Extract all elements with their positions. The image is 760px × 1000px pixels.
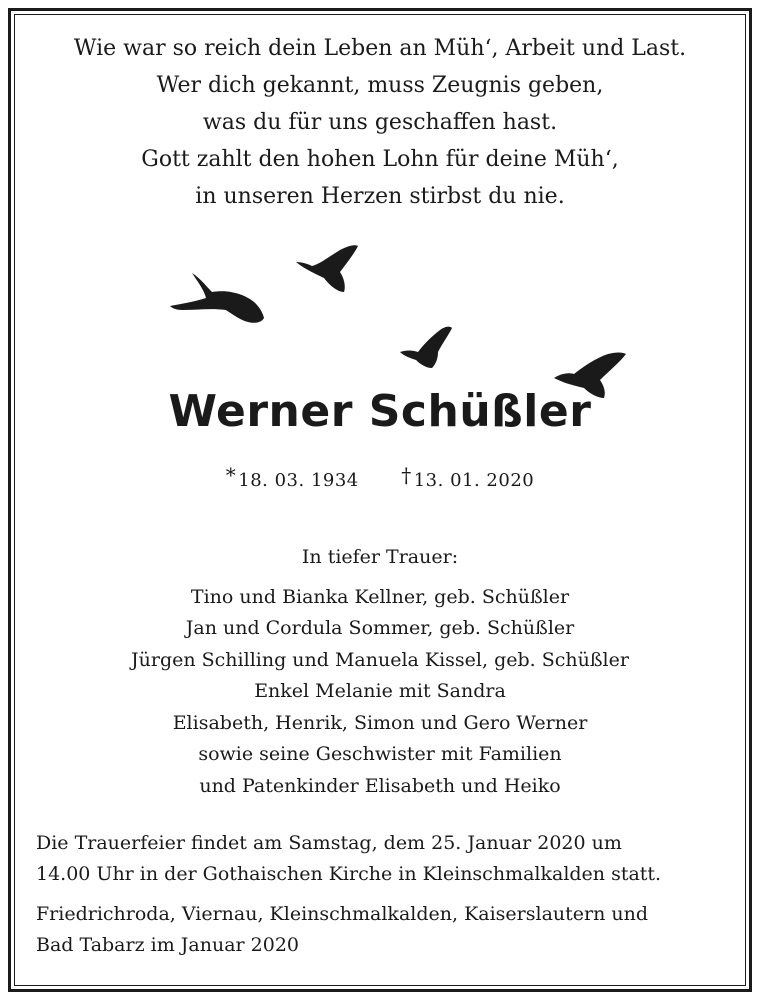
flying-bird-icon — [296, 245, 358, 292]
deceased-name: Werner Schüßler — [168, 386, 592, 437]
mourner-line: Jürgen Schilling und Manuela Kissel, geb. Schüßler — [131, 648, 629, 671]
flying-bird-icon — [170, 273, 264, 323]
mourner-line: Tino und Bianka Kellner, geb. Schüßler — [190, 585, 570, 608]
place-line: Friedrichroda, Viernau, Kleinschmalkalden, Kaiserslautern und — [36, 903, 649, 925]
mourners-heading: In tiefer Trauer: — [301, 546, 459, 568]
mourner-line: und Patenkinder Elisabeth und Heiko — [199, 774, 561, 797]
funeral-line: Die Trauerfeier findet am Samstag, dem 25. Januar 2020 um — [36, 832, 622, 854]
poem-line: Wie war so reich dein Leben an Müh‘, Arbeit und Last. — [73, 36, 687, 61]
life-dates — [0, 463, 760, 491]
birth-symbol: * — [225, 463, 237, 487]
funeral-line: 14.00 Uhr in der Gothaischen Kirche in Kleinschmalkalden statt. — [36, 863, 662, 885]
mourner-line: sowie seine Geschwister mit Familien — [198, 743, 562, 765]
death-date: 13. 01. 2020 — [413, 470, 535, 491]
mourners-block — [0, 542, 760, 802]
info-block — [36, 828, 726, 961]
poem-line: in unseren Herzen stirbst du nie. — [195, 184, 565, 209]
mourner-line: Jan und Cordula Sommer, geb. Schüßler — [185, 617, 575, 639]
funeral-notice — [36, 828, 726, 890]
birth-date: 18. 03. 1934 — [238, 470, 359, 491]
flying-bird-icon — [400, 327, 452, 368]
poem-line: was du für uns geschaffen hast. — [202, 110, 558, 135]
poem-line: Wer dich gekannt, muss Zeugnis geben, — [156, 73, 604, 98]
poem-line: Gott zahlt den hohen Lohn für deine Müh‘, — [141, 147, 619, 172]
death-symbol: † — [401, 463, 412, 487]
place-line: Bad Tabarz im Januar 2020 — [36, 934, 299, 956]
mourner-line: Enkel Melanie mit Sandra — [254, 680, 506, 702]
poem — [0, 30, 760, 215]
birds-illustration — [0, 240, 760, 410]
place-date — [36, 899, 726, 961]
mourner-line: Elisabeth, Henrik, Simon und Gero Werner — [172, 711, 588, 734]
